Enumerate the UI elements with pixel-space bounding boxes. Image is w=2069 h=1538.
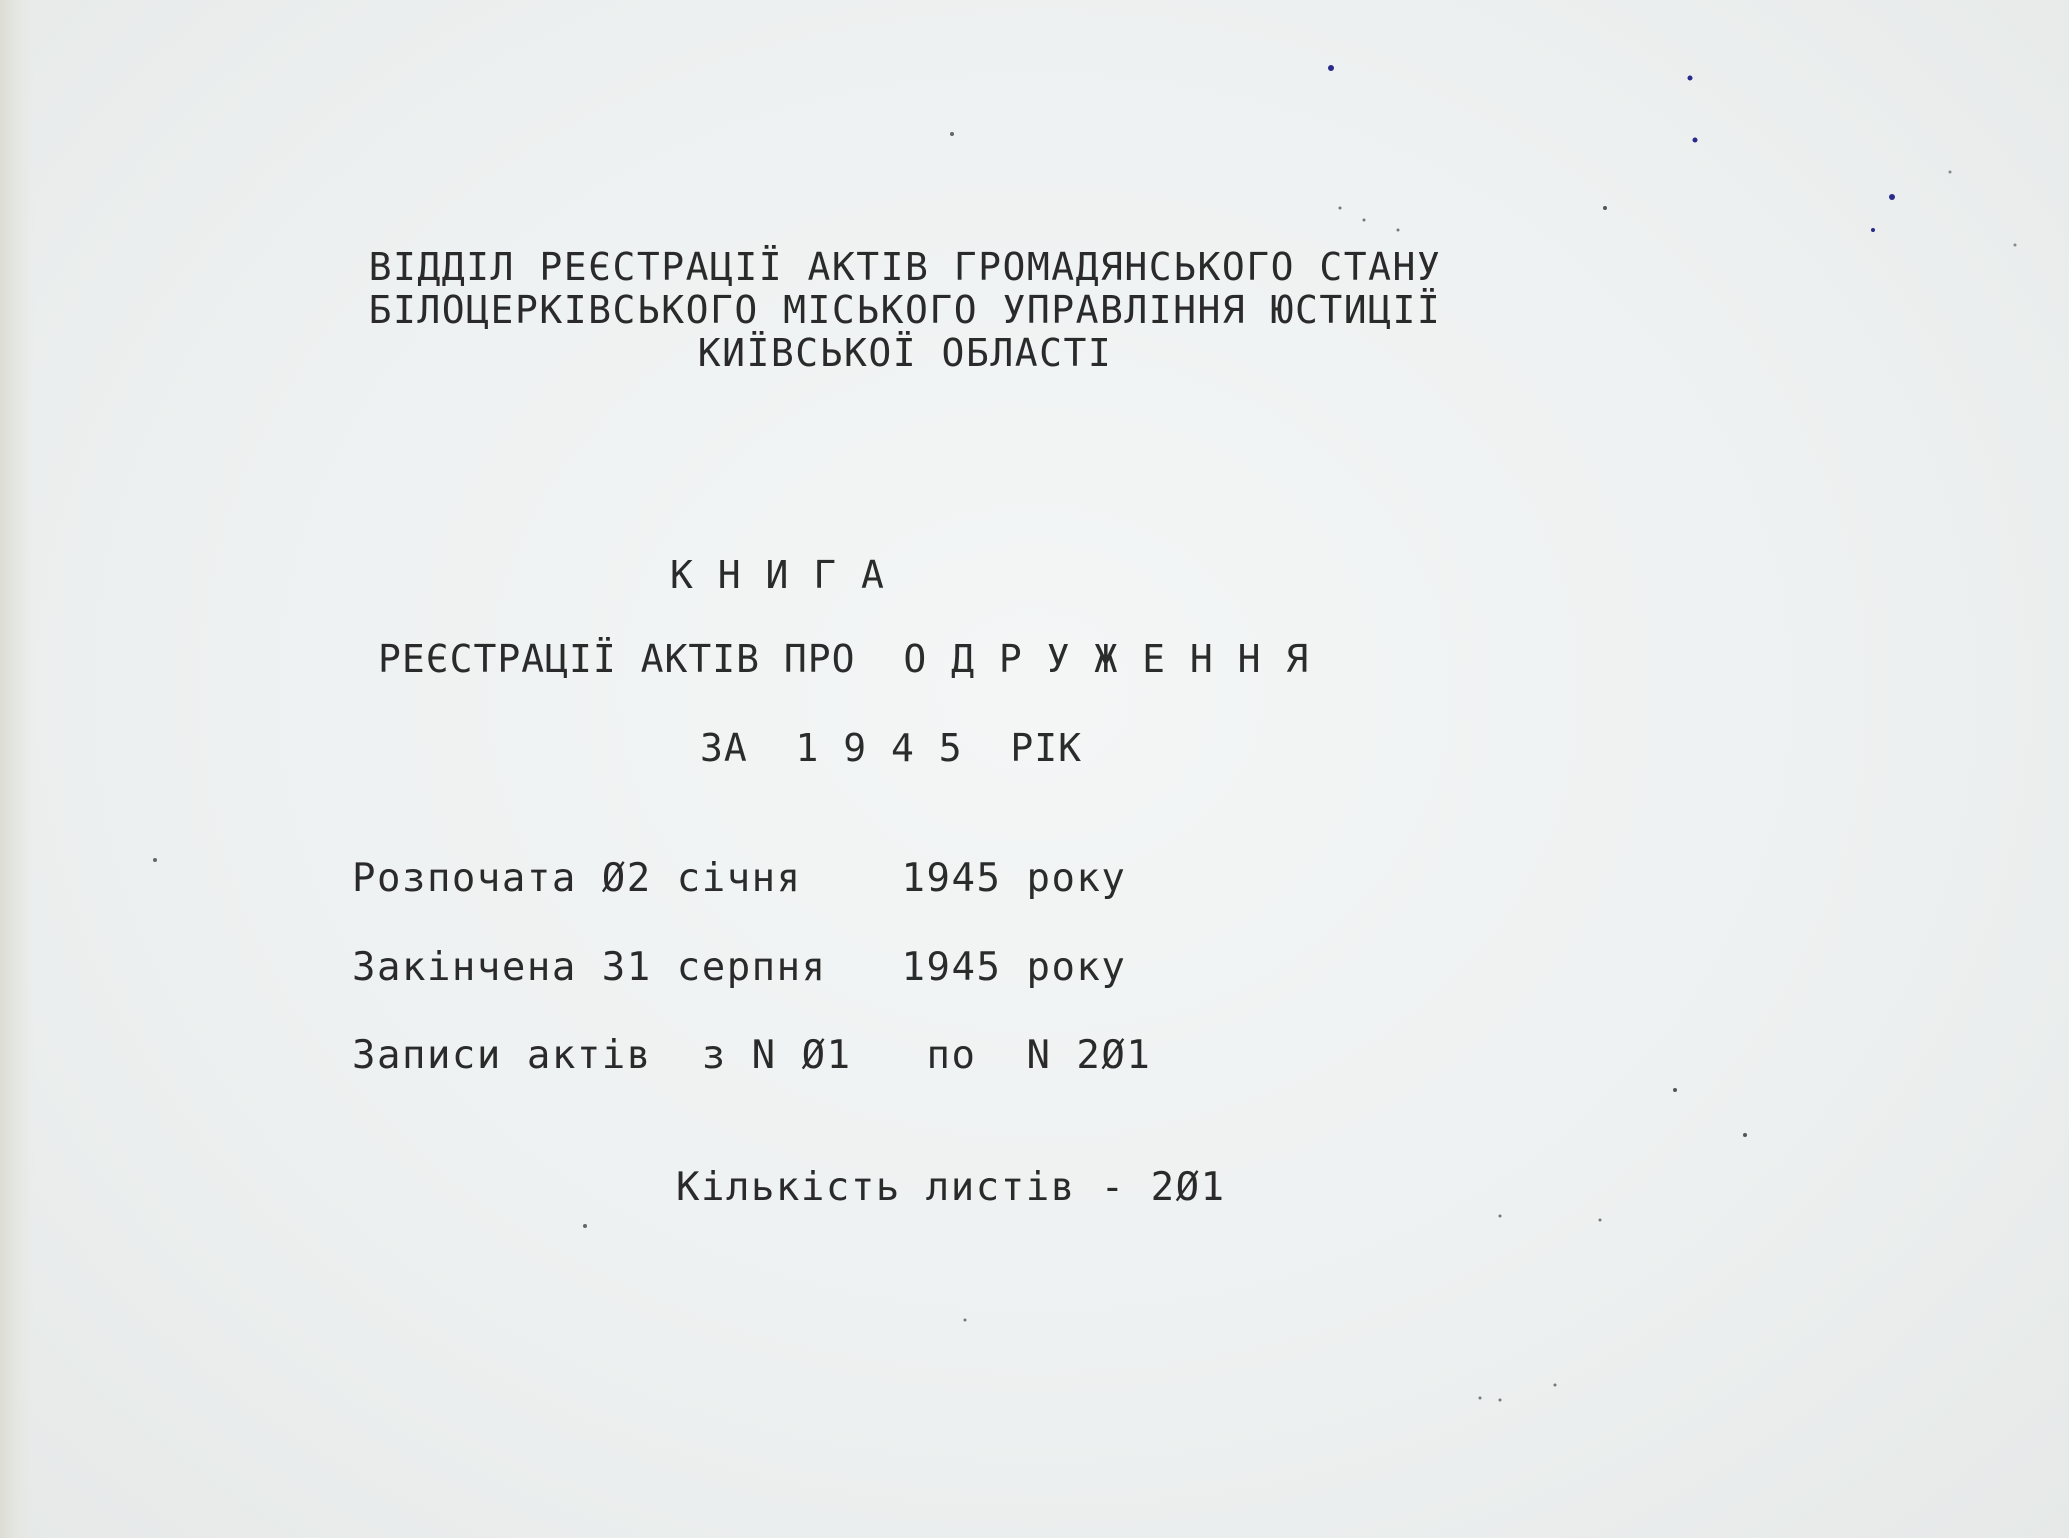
header-region: КИЇВСЬКОЇ ОБЛАСТІ bbox=[697, 331, 1113, 375]
book-year: ЗА 1 9 4 5 РІК bbox=[700, 726, 1083, 770]
header-department: ВІДДІЛ РЕЄСТРАЦІЇ АКТІВ ГРОМАДЯНСЬКОГО СТАНУ bbox=[368, 245, 1442, 289]
field-record-range: Записи актів з N Ø1 по N 2Ø1 bbox=[352, 1033, 1152, 1078]
book-title: К Н И Г А bbox=[670, 553, 885, 597]
book-subtitle: РЕЄСТРАЦІЇ АКТІВ ПРО О Д Р У Ж Е Н Н Я bbox=[378, 637, 1310, 681]
sheet-count: Кількість листів - 2Ø1 bbox=[676, 1165, 1226, 1210]
field-start-date: Розпочата Ø2 січня 1945 року bbox=[352, 856, 1127, 901]
header-directorate: БІЛОЦЕРКІВСЬКОГО МІСЬКОГО УПРАВЛІННЯ ЮСТИЦІЇ bbox=[368, 288, 1442, 332]
field-end-date: Закінчена 31 серпня 1945 року bbox=[352, 945, 1127, 990]
